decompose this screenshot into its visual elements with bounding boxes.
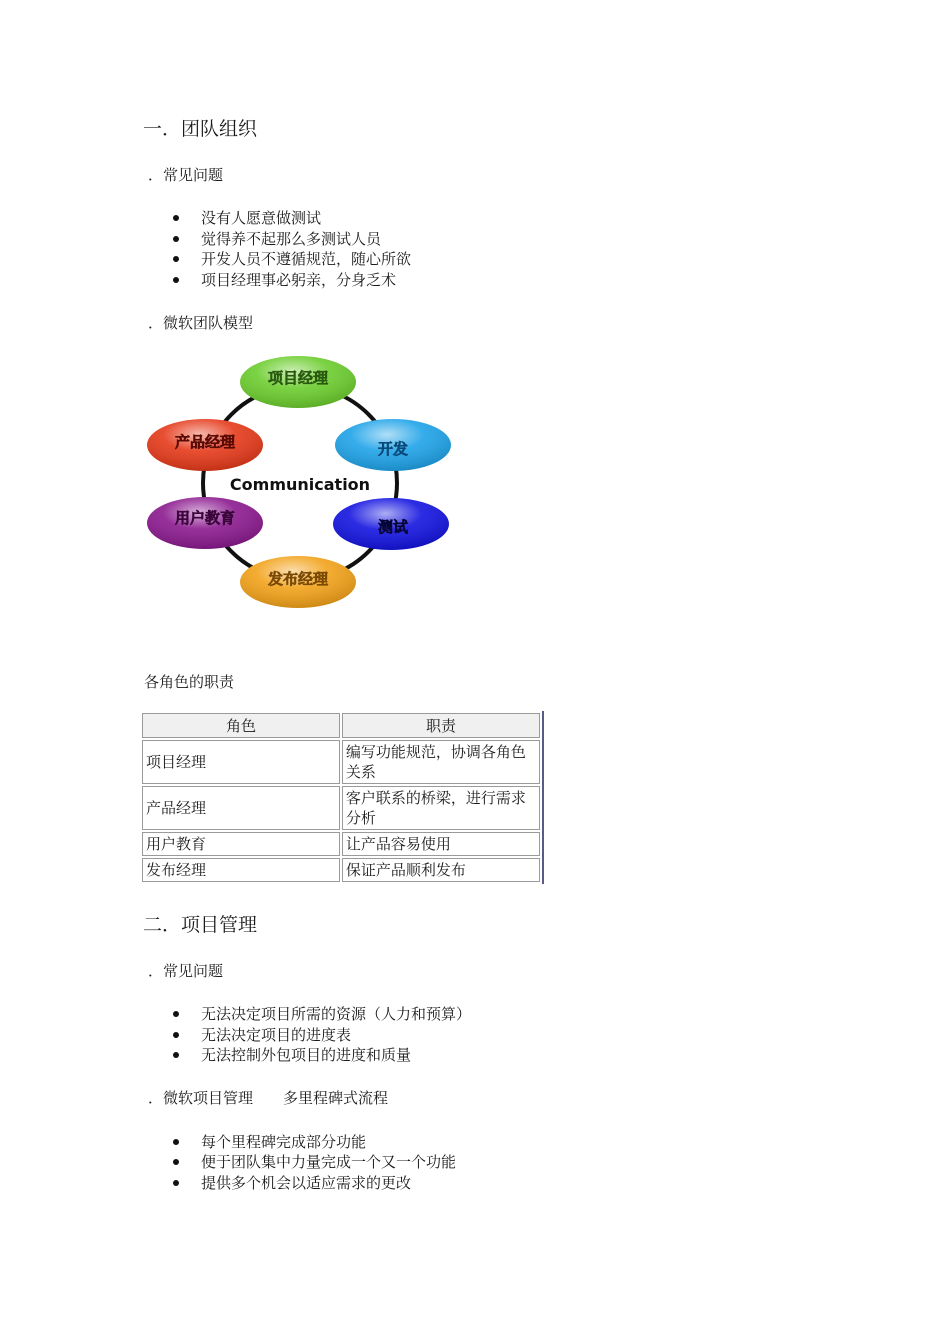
table-cell-duty: 客户联系的桥梁，进行需求分析 <box>342 786 540 830</box>
table-cell-role: 项目经理 <box>142 740 340 784</box>
table-cell-role: 产品经理 <box>142 786 340 830</box>
node-label: 项目经理 <box>267 369 329 387</box>
node-user-education <box>147 497 263 549</box>
node-release-manager <box>240 556 356 608</box>
node-label: 产品经理 <box>174 433 236 451</box>
table-cell-role: 用户教育 <box>142 832 340 856</box>
section-2-sub-2-title: ．微软项目管理 多里程碑式流程 <box>148 1089 389 1107</box>
node-testing <box>333 498 449 550</box>
bullet-icon <box>173 1159 179 1165</box>
node-label: 开发 <box>377 440 409 458</box>
list-item: 便于团队集中力量完成一个又一个功能 <box>201 1153 457 1171</box>
node-product-manager <box>147 419 263 471</box>
bullet-icon <box>173 1180 179 1186</box>
list-item: 每个里程碑完成部分功能 <box>201 1133 367 1151</box>
list-item: 无法控制外包项目的进度和质量 <box>201 1046 412 1064</box>
bullet-icon <box>173 1139 179 1145</box>
section-1-sub-2-title: ．微软团队模型 <box>148 314 254 332</box>
table-row <box>142 740 540 784</box>
roles-table <box>140 711 544 884</box>
list-item: 没有人愿意做测试 <box>201 209 322 227</box>
section-1-sub-1-title: ．常见问题 <box>148 166 224 184</box>
section-1-title: 一．团队组织 <box>143 118 258 140</box>
node-label: 用户教育 <box>174 509 236 527</box>
list-item: 觉得养不起那么多测试人员 <box>201 230 382 248</box>
bullet-icon <box>173 256 179 262</box>
table-row <box>142 786 540 830</box>
bullet-icon <box>173 1052 179 1058</box>
list-item: 项目经理事必躬亲，分身乏术 <box>201 271 397 289</box>
bullet-icon <box>173 236 179 242</box>
table-header-duty: 职责 <box>342 713 540 738</box>
list-item: 无法决定项目所需的资源（人力和预算） <box>201 1005 472 1023</box>
table-cell-duty: 保证产品顺利发布 <box>342 858 540 882</box>
list-item: 提供多个机会以适应需求的更改 <box>201 1174 412 1192</box>
communication-label: Communication <box>229 475 371 494</box>
section-2-title: 二．项目管理 <box>143 914 258 936</box>
table-row <box>142 858 540 882</box>
bullet-icon <box>173 1032 179 1038</box>
node-label: 测试 <box>377 518 409 536</box>
section-2-sub-1-title: ．常见问题 <box>148 962 224 980</box>
bullet-icon <box>173 1011 179 1017</box>
roles-caption: 各角色的职责 <box>144 673 235 691</box>
node-label: 发布经理 <box>267 570 329 588</box>
node-project-manager <box>240 356 356 408</box>
node-development <box>335 419 451 471</box>
table-cell-role: 发布经理 <box>142 858 340 882</box>
table-header-role: 角色 <box>142 713 340 738</box>
table-row <box>142 832 540 856</box>
bullet-icon <box>173 277 179 283</box>
table-cell-duty: 编写功能规范，协调各角色关系 <box>342 740 540 784</box>
table-cell-duty: 让产品容易使用 <box>342 832 540 856</box>
team-model-diagram <box>143 350 463 615</box>
bullet-icon <box>173 215 179 221</box>
table-header-row <box>142 713 540 738</box>
list-item: 无法决定项目的进度表 <box>201 1026 352 1044</box>
list-item: 开发人员不遵循规范，随心所欲 <box>201 250 412 268</box>
